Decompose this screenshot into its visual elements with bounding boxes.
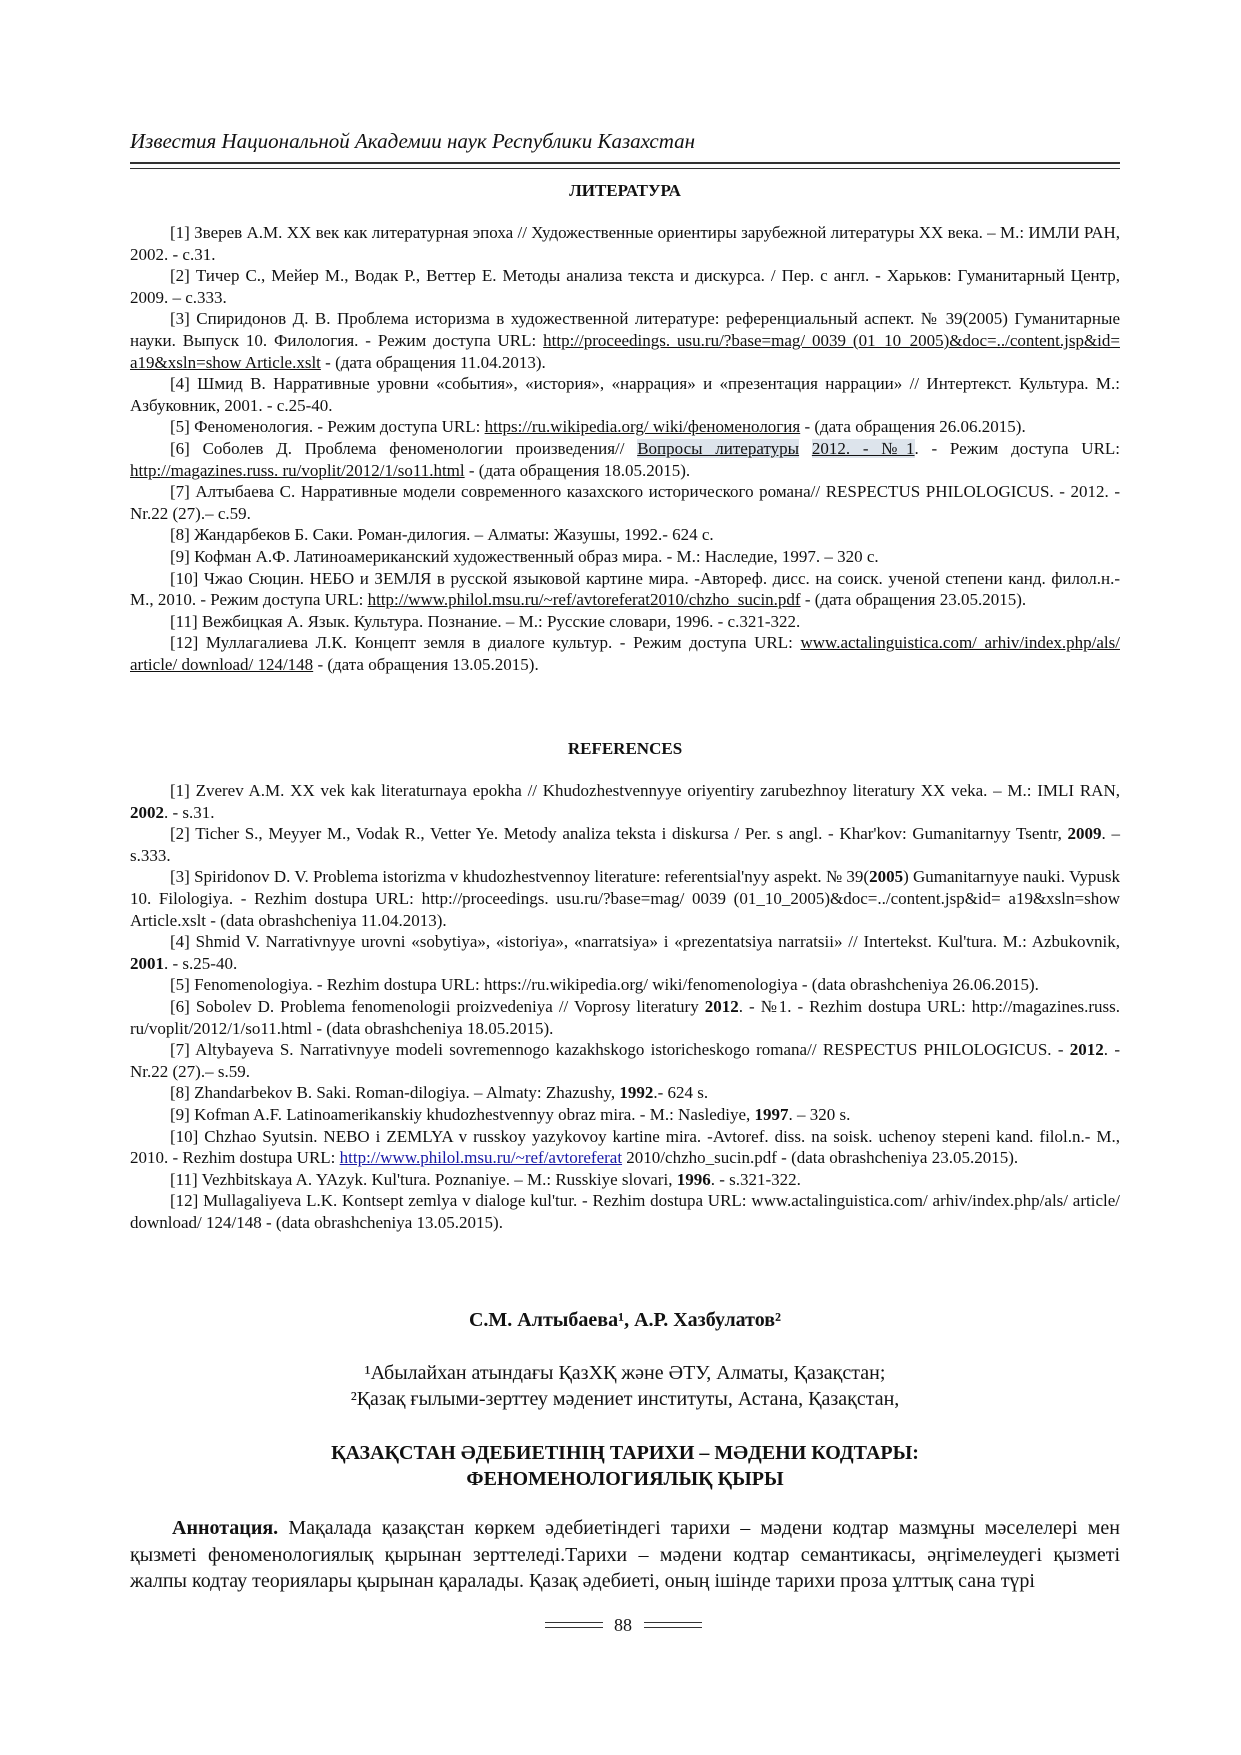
ref-text: [11] Vezhbitskaya A. YAzyk. Kul'tura. Poznaniye. – M.: Russkiye slovari, [170,1169,677,1189]
ref-link[interactable]: http://proceedings. usu.ru/?base=mag/ 0039 (01_10_2005)&doc=../content.jsp&id= a19&xsln=show Article.xslt [130,330,1120,372]
page-number: 88 [614,1615,632,1635]
ref-text: ) Gumanitarnyye nauki. Vypusk 10. Filologiya. - Rezhim dostupa URL: http://proceedings. usu.ru/?base=mag/ 0039 (01_10_2005)&doc=../content.jsp&id= a19&xsln=show Article.xslt - (data obrashcheniya 11.04.2013). [130,867,1120,930]
article-title-line-2: ФЕНОМЕНОЛОГИЯЛЫҚ ҚЫРЫ [466,1468,784,1490]
literatura-ref-8: [8] Жандарбеков Б. Саки. Роман-дилогия. – Алматы: Жазушы, 1992.- 624 с. [170,525,714,545]
ref-text: [7] Altybayeva S. Narrativnyye modeli sovremennogo kazakhskogo istoricheskogo romana// RESPECTUS PHILOLOGICUS. - [170,1040,1070,1060]
footer-rule-left [545,1622,603,1628]
ref-year: 2012 [1069,1040,1104,1060]
literatura-ref-11: [11] Вежбицкая А. Язык. Культура. Познание. – М.: Русские словари, 1996. - с.321-322. [170,611,801,631]
ref-text: . - s.321-322. [710,1169,801,1189]
reference-10 [130,1126,1120,1169]
reference-12 [130,1190,1120,1233]
reference-11 [130,1169,1120,1191]
ref-text: [10] Chzhao Syutsin. NEBO i ZEMLYA v russkoy yazykovoy kartine mira. -Avtoref. diss. na soisk. uchenoy stepeni kand. filol.n.- M., 2010. - Rezhim dostupa URL: [130,1126,1120,1168]
literatura-list [130,222,1120,675]
literatura-ref-4: [4] Шмид В. Нарративные уровни «события», «история», «наррация» и «презентация наррации» // Интертекст. Культура. М.: Азбуковник, 2001. - с.25-40. [130,374,1120,415]
reference-2 [130,823,1120,866]
annotation-label: Аннотация. [172,1517,279,1539]
literatura-ref-10 [130,568,1120,611]
ref-text: [5] Fenomenologiya. - Rezhim dostupa URL: https://ru.wikipedia.org/ wiki/fenomenologiya - (data obrashcheniya 26.06.2015). [170,975,1039,995]
references-heading: REFERENCES [567,739,683,758]
ref-text: 2010/chzho_sucin.pdf - (data obrashcheniya 23.05.2015). [622,1148,1019,1168]
ref-text: [6] Соболев Д. Проблема феноменологии произведения// [170,438,638,458]
annotation-text: Мақалада қазақстан көркем әдебиетіндегі тарихи – мәдени кодтар мазмұны мәселелері мен қызметі феноменологиялық қырынан зерттеледі.Тарихи – мәдени кодтар семантикасы, әңгімелеудегі қызметі жалпы кодтау теориялары қырынан қаралады. Қазақ әдебиеті, оның ішінде тарихи проза ұлттық сана түрі [130,1517,1120,1592]
reference-5 [130,974,1120,996]
literatura-heading: ЛИТЕРАТУРА [569,181,681,200]
literatura-ref-6 [130,438,1120,481]
ref-link[interactable]: https://ru.wikipedia.org/ wiki/феноменология [484,417,801,437]
ref-text: [10] Чжао Сюцин. НЕБО и ЗЕМЛЯ в русской языковой картине мира. -Автореф. дисс. на соиск. ученой степени канд. филол.н.- М., 2010. - Режим доступа URL: [130,568,1120,610]
ref-year: 2009 [1067,824,1102,844]
ref-text: [9] Kofman A.F. Latinoamerikanskiy khudozhestvennyy obraz mira. - M.: Naslediye, [170,1104,755,1124]
ref-text: - (дата обращения 23.05.2015). [800,590,1027,610]
reference-1 [130,780,1120,823]
ref-year: 1996 [676,1169,711,1189]
literatura-ref-5 [130,416,1120,438]
ref-text: [2] Ticher S., Meyyer M., Vodak R., Vetter Ye. Metody analiza teksta i diskursa / Per. s angl. - Khar'kov: Gumanitarnyy Tsentr, [170,824,1068,844]
ref-text: - (дата обращения 11.04.2013). [320,352,546,372]
ref-year: 2005 [869,867,904,887]
literatura-ref-3 [130,308,1120,373]
ref-year: 2001 [130,953,164,973]
ref-year: 2002 [130,802,164,822]
ref-link[interactable]: http://www.philol.msu.ru/~ref/avtoreferat [339,1148,623,1168]
ref-text: [3] Spiridonov D. V. Problema istorizma v khudozhestvennoy literature: referentsial'nyy aspekt. № 39( [170,867,870,887]
journal-title: Известия Национальной Академии наук Республики Казахстан [130,129,696,153]
header-rule [130,162,1120,169]
ref-text: . - Nr.22 (27).– s.59. [130,1040,1120,1081]
ref-text: . – s.333. [130,824,1121,865]
ref-text: [3] Спиридонов Д. В. Проблема историзма в художественной литературе: референциальный аспект. № 39(2005) Гуманитарные науки. Выпуск 10. Филология. - Режим доступа URL: [130,309,1120,350]
affiliation-1: ¹Абылайхан атындағы ҚазХҚ және ӘТУ, Алматы, Қазақстан; [364,1362,886,1384]
ref-text: [12] Mullagaliyeva L.K. Kontsept zemlya v dialoge kul'tur. - Rezhim dostupa URL: www.actalinguistica.com/ arhiv/index.php/als/ article/ download/ 124/148 - (data obrashcheniya 13.05.2015). [130,1191,1120,1232]
references-list [130,780,1120,1233]
ref-text: . - Режим доступа URL: [914,438,1121,458]
ref-text: [1] Zverev A.M. XX vek kak literaturnaya epokha // Khudozhestvennyye oriyentiry zarubezhnoy literatury XX veka. – M.: IMLI RAN, [170,781,1120,800]
ref-text: . – 320 s. [788,1104,851,1124]
ref-text [799,439,812,458]
ref-text: - (дата обращения 13.05.2015). [313,654,539,674]
ref-text: [4] Shmid V. Narrativnyye urovni «sobytiya», «istoriya», «narratsiya» i «prezentatsiya narratsii» // Intertekst. Kul'tura. M.: Azbukovnik, [170,932,1120,952]
literatura-ref-12 [130,632,1120,675]
reference-3 [130,866,1120,931]
literatura-ref-9: [9] Кофман А.Ф. Латиноамериканский художественный образ мира. - М.: Наследие, 1997. – 320 с. [170,546,879,566]
article-title-line-1: ҚАЗАҚСТАН ӘДЕБИЕТІНІҢ ТАРИХИ – МӘДЕНИ КОДТАРЫ: [331,1442,919,1464]
literatura-ref-1: [1] Зверев А.М. XX век как литературная эпоха // Художественные ориентиры зарубежной литературы XX века. – М.: ИМЛИ РАН, 2002. - с.31. [130,223,1120,264]
ref-text: [12] Муллагалиева Л.К. Концепт земля в диалоге культур. - Режим доступа URL: [170,633,801,653]
ref-text: - (дата обращения 26.06.2015). [800,417,1026,437]
ref-text: . - №1. - Rezhim dostupa URL: http://magazines.russ. ru/voplit/2012/1/so11.html - (data obrashcheniya 18.05.2015). [130,996,1120,1038]
footer-rule-right [644,1622,702,1628]
ref-year: 1997 [754,1104,789,1124]
affiliations [130,1360,1120,1412]
reference-4 [130,931,1120,974]
highlighted-text[interactable]: 2012. - №1 [811,438,915,458]
reference-8 [130,1082,1120,1104]
ref-text: - (дата обращения 18.05.2015). [464,460,691,480]
article-title [130,1440,1120,1492]
ref-text: . - s.31. [164,802,215,822]
reference-6 [130,996,1120,1039]
ref-link[interactable]: http://magazines.russ. ru/voplit/2012/1/so11.html [130,460,465,480]
ref-text: [5] Феноменология. - Режим доступа URL: [170,417,485,437]
page-footer [0,1614,1241,1638]
highlighted-text[interactable]: Вопросы литературы [637,438,800,458]
ref-year: 1992 [619,1083,654,1103]
ref-year: 2012 [704,996,739,1016]
reference-9 [130,1104,1120,1126]
ref-text: [8] Zhandarbekov B. Saki. Roman-dilogiya. – Almaty: Zhazushy, [170,1083,620,1103]
ref-link[interactable]: http://www.philol.msu.ru/~ref/avtoreferat2010/chzho_sucin.pdf [367,590,801,610]
ref-text: .- 624 s. [653,1083,709,1103]
annotation-paragraph [130,1515,1120,1595]
ref-text: [6] Sobolev D. Problema fenomenologii proizvedeniya // Voprosy literatury [170,996,705,1016]
article-authors: С.М. Алтыбаева¹, А.Р. Хазбулатов² [468,1309,782,1331]
affiliation-2: ²Қазақ ғылыми-зерттеу мәдениет институты, Астана, Қазақстан, [350,1388,900,1410]
ref-text: . - s.25-40. [164,953,238,973]
literatura-ref-2: [2] Тичер С., Мейер М., Водак Р., Веттер Е. Методы анализа текста и дискурса. / Пер. с англ. - Харьков: Гуманитарный Центр, 2009. – с.333. [130,266,1120,307]
literatura-ref-7: [7] Алтыбаева С. Нарративные модели современного казахского исторического романа// RESPECTUS PHILOLOGICUS. - 2012. - Nr.22 (27).– c.59. [130,482,1120,523]
reference-7 [130,1039,1120,1082]
ref-link[interactable]: www.actalinguistica.com/ arhiv/index.php/als/ article/ download/ 124/148 [130,633,1120,674]
